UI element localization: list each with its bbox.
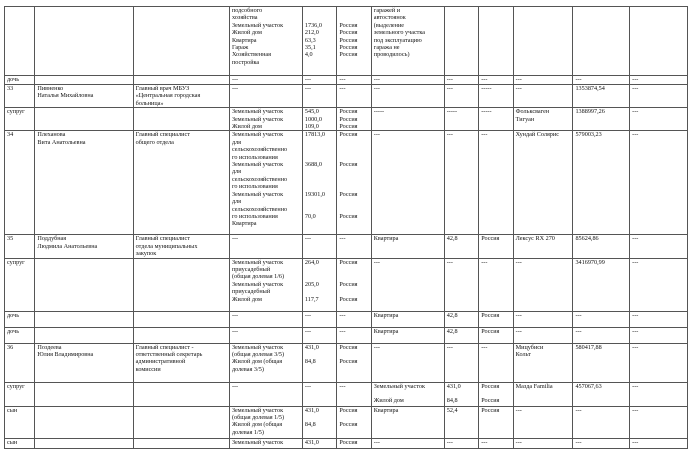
acquisitions-source-cell xyxy=(630,7,688,76)
used-property-country-cell: --- xyxy=(479,258,513,311)
person-name-cell xyxy=(35,327,133,343)
used-property-type-cell: --- xyxy=(371,438,444,448)
person-number-cell: супруг xyxy=(5,108,35,131)
person-name-cell: Пивненко Наталья Михайловна xyxy=(35,85,133,108)
owned-property-area-cell: --- xyxy=(302,85,336,108)
acquisitions-source-cell: --- xyxy=(630,327,688,343)
table-row xyxy=(5,235,688,258)
acquisitions-source-cell: --- xyxy=(630,108,688,131)
owned-property-area-cell: 1736,0 212,0 63,3 35,1 4,0 xyxy=(302,7,336,76)
used-property-area-cell: ----- xyxy=(444,108,478,131)
owned-property-country-cell: --- xyxy=(337,235,371,258)
used-property-country-cell xyxy=(479,7,513,76)
position-cell: Главный специалист отдела муниципальных закупок xyxy=(133,235,229,258)
position-cell xyxy=(133,311,229,327)
person-number-cell: 34 xyxy=(5,131,35,235)
owned-property-area-cell: --- xyxy=(302,76,336,85)
used-property-area-cell: --- xyxy=(444,438,478,448)
used-property-country-cell: Россия Россия xyxy=(479,382,513,406)
vehicles-cell: Лексус RX 270 xyxy=(513,235,573,258)
person-name-cell: Поддубная Людмила Анатольевна xyxy=(35,235,133,258)
acquisitions-source-cell: --- xyxy=(630,85,688,108)
owned-property-type-cell: --- xyxy=(229,85,302,108)
vehicles-cell: --- xyxy=(513,438,573,448)
person-number-cell: сын xyxy=(5,438,35,448)
position-cell xyxy=(133,7,229,76)
person-number-cell: 36 xyxy=(5,343,35,382)
position-cell xyxy=(133,438,229,448)
owned-property-country-cell: --- xyxy=(337,327,371,343)
annual-income-cell: --- xyxy=(573,76,630,85)
table-row xyxy=(5,85,688,108)
person-number-cell: 35 xyxy=(5,235,35,258)
owned-property-type-cell: Земельный участок xyxy=(229,438,302,448)
person-name-cell: Плеханова Вита Анатольевна xyxy=(35,131,133,235)
person-number-cell: дочь xyxy=(5,311,35,327)
used-property-area-cell: --- xyxy=(444,131,478,235)
used-property-type-cell: ----- xyxy=(371,108,444,131)
used-property-type-cell: Квартира xyxy=(371,311,444,327)
vehicles-cell: --- xyxy=(513,406,573,438)
used-property-area-cell: --- xyxy=(444,258,478,311)
owned-property-country-cell: Россия xyxy=(337,438,371,448)
annual-income-cell: 3416970,99 xyxy=(573,258,630,311)
used-property-country-cell: Россия xyxy=(479,235,513,258)
position-cell xyxy=(133,108,229,131)
vehicles-cell: Мицубиси Кольт xyxy=(513,343,573,382)
annual-income-cell: --- xyxy=(573,406,630,438)
owned-property-country-cell: Россия Россия Россия Россия xyxy=(337,131,371,235)
owned-property-area-cell: 264,0 205,0 117,7 xyxy=(302,258,336,311)
person-name-cell xyxy=(35,108,133,131)
acquisitions-source-cell: --- xyxy=(630,311,688,327)
person-name-cell xyxy=(35,258,133,311)
owned-property-area-cell: --- xyxy=(302,382,336,406)
person-number-cell: супруг xyxy=(5,382,35,406)
owned-property-area-cell: --- xyxy=(302,327,336,343)
used-property-area-cell: 42,8 xyxy=(444,327,478,343)
used-property-area-cell: --- xyxy=(444,76,478,85)
owned-property-type-cell: подсобного хозяйства Земельный участок Жилой дом Квартира Гараж Хозяйственная постройка xyxy=(229,7,302,76)
vehicles-cell: --- xyxy=(513,85,573,108)
person-number-cell xyxy=(5,7,35,76)
table-row xyxy=(5,76,688,85)
person-name-cell xyxy=(35,76,133,85)
position-cell xyxy=(133,258,229,311)
owned-property-type-cell: --- xyxy=(229,235,302,258)
annual-income-cell: --- xyxy=(573,438,630,448)
acquisitions-source-cell: --- xyxy=(630,131,688,235)
table-row xyxy=(5,131,688,235)
used-property-country-cell: Россия xyxy=(479,406,513,438)
person-name-cell: Поздеева Юлия Владимировна xyxy=(35,343,133,382)
used-property-country-cell: --- xyxy=(479,438,513,448)
owned-property-area-cell: --- xyxy=(302,311,336,327)
owned-property-country-cell: --- xyxy=(337,382,371,406)
owned-property-type-cell: --- xyxy=(229,311,302,327)
owned-property-country-cell: --- xyxy=(337,311,371,327)
used-property-type-cell: Квартира xyxy=(371,327,444,343)
used-property-country-cell: ----- xyxy=(479,108,513,131)
owned-property-country-cell: Россия Россия xyxy=(337,343,371,382)
vehicles-cell: --- xyxy=(513,76,573,85)
person-name-cell xyxy=(35,7,133,76)
used-property-country-cell: ----- xyxy=(479,85,513,108)
table-row xyxy=(5,343,688,382)
person-number-cell: 33 xyxy=(5,85,35,108)
used-property-type-cell: Земельный участок Жилой дом xyxy=(371,382,444,406)
table-row xyxy=(5,438,688,448)
used-property-country-cell: --- xyxy=(479,131,513,235)
annual-income-cell: 579003,23 xyxy=(573,131,630,235)
owned-property-country-cell: Россия Россия xyxy=(337,406,371,438)
used-property-country-cell: Россия xyxy=(479,327,513,343)
person-number-cell: дочь xyxy=(5,327,35,343)
owned-property-country-cell: Россия Россия Россия xyxy=(337,108,371,131)
acquisitions-source-cell: --- xyxy=(630,343,688,382)
acquisitions-source-cell: --- xyxy=(630,406,688,438)
used-property-type-cell: --- xyxy=(371,258,444,311)
position-cell xyxy=(133,76,229,85)
annual-income-cell xyxy=(573,7,630,76)
table-row xyxy=(5,406,688,438)
table-row xyxy=(5,258,688,311)
acquisitions-source-cell: --- xyxy=(630,258,688,311)
owned-property-area-cell: 17813,0 3688,0 19301,0 70,0 xyxy=(302,131,336,235)
vehicles-cell: --- xyxy=(513,311,573,327)
position-cell xyxy=(133,406,229,438)
table-row xyxy=(5,7,688,76)
annual-income-cell: 457067,63 xyxy=(573,382,630,406)
position-cell: Главный специалист - ответственный секретарь административной комиссии xyxy=(133,343,229,382)
owned-property-type-cell: Земельный участок Земельный участок Жилой дом xyxy=(229,108,302,131)
used-property-area-cell xyxy=(444,7,478,76)
acquisitions-source-cell: --- xyxy=(630,235,688,258)
owned-property-type-cell: Земельный участок для сельскохозяйственно го использования Земельный участок для сельскохозяйственно го использования Земельный участок для сельскохозяйственно го использования Квартира xyxy=(229,131,302,235)
person-name-cell xyxy=(35,311,133,327)
used-property-type-cell: гаражей и автостоянок (выделение земельного участка под эксплуатацию гаража не проводилось) xyxy=(371,7,444,76)
annual-income-cell: 1353874,54 xyxy=(573,85,630,108)
owned-property-type-cell: --- xyxy=(229,327,302,343)
owned-property-type-cell: --- xyxy=(229,382,302,406)
owned-property-country-cell: --- xyxy=(337,76,371,85)
owned-property-area-cell: 431,0 84,8 xyxy=(302,406,336,438)
person-name-cell xyxy=(35,438,133,448)
table-row xyxy=(5,382,688,406)
used-property-type-cell: --- xyxy=(371,343,444,382)
table-row xyxy=(5,311,688,327)
owned-property-type-cell: --- xyxy=(229,76,302,85)
used-property-type-cell: --- xyxy=(371,85,444,108)
used-property-country-cell: --- xyxy=(479,76,513,85)
vehicles-cell xyxy=(513,7,573,76)
annual-income-cell: 1388997,26 xyxy=(573,108,630,131)
used-property-area-cell: 431,0 84,8 xyxy=(444,382,478,406)
owned-property-area-cell: 431,0 84,8 xyxy=(302,343,336,382)
table-row xyxy=(5,108,688,131)
position-cell: Главный врач МБУЗ «Центральная городская больница» xyxy=(133,85,229,108)
annual-income-cell: 85624,86 xyxy=(573,235,630,258)
table-row xyxy=(5,327,688,343)
owned-property-area-cell: 545,0 1000,0 109,0 xyxy=(302,108,336,131)
used-property-area-cell: --- xyxy=(444,343,478,382)
owned-property-type-cell: Земельный участок приусадебный (общая долевая 1/6) Земельный участок приусадебный Жилой дом xyxy=(229,258,302,311)
annual-income-cell: 580417,88 xyxy=(573,343,630,382)
owned-property-country-cell: --- xyxy=(337,85,371,108)
position-cell xyxy=(133,382,229,406)
annual-income-cell: --- xyxy=(573,327,630,343)
person-number-cell: дочь xyxy=(5,76,35,85)
vehicles-cell: Хундай Солярис xyxy=(513,131,573,235)
owned-property-country-cell: Россия Россия Россия Россия Россия xyxy=(337,7,371,76)
used-property-country-cell: --- xyxy=(479,343,513,382)
used-property-area-cell: 42,8 xyxy=(444,311,478,327)
used-property-type-cell: --- xyxy=(371,76,444,85)
vehicles-cell: Мазда Familia xyxy=(513,382,573,406)
used-property-type-cell: --- xyxy=(371,131,444,235)
vehicles-cell: Фольксваген Тигуан xyxy=(513,108,573,131)
owned-property-area-cell: --- xyxy=(302,235,336,258)
position-cell xyxy=(133,327,229,343)
acquisitions-source-cell: --- xyxy=(630,76,688,85)
person-number-cell: сын xyxy=(5,406,35,438)
owned-property-type-cell: Земельный участок (общая долевая 3/5) Жилой дом (общая долевая 3/5) xyxy=(229,343,302,382)
vehicles-cell: --- xyxy=(513,327,573,343)
used-property-type-cell: Квартира xyxy=(371,406,444,438)
used-property-country-cell: Россия xyxy=(479,311,513,327)
annual-income-cell: --- xyxy=(573,311,630,327)
position-cell: Главный специалист общего отдела xyxy=(133,131,229,235)
vehicles-cell: --- xyxy=(513,258,573,311)
declaration-table xyxy=(4,6,688,449)
person-number-cell: супруг xyxy=(5,258,35,311)
owned-property-area-cell: 431,0 xyxy=(302,438,336,448)
used-property-area-cell: 42,8 xyxy=(444,235,478,258)
person-name-cell xyxy=(35,406,133,438)
used-property-type-cell: Квартира xyxy=(371,235,444,258)
person-name-cell xyxy=(35,382,133,406)
owned-property-type-cell: Земельный участок (общая долевая 1/5) Жилой дом (общая долевая 1/5) xyxy=(229,406,302,438)
used-property-area-cell: 52,4 xyxy=(444,406,478,438)
owned-property-country-cell: Россия Россия Россия xyxy=(337,258,371,311)
acquisitions-source-cell: --- xyxy=(630,382,688,406)
used-property-area-cell: --- xyxy=(444,85,478,108)
acquisitions-source-cell: --- xyxy=(630,438,688,448)
